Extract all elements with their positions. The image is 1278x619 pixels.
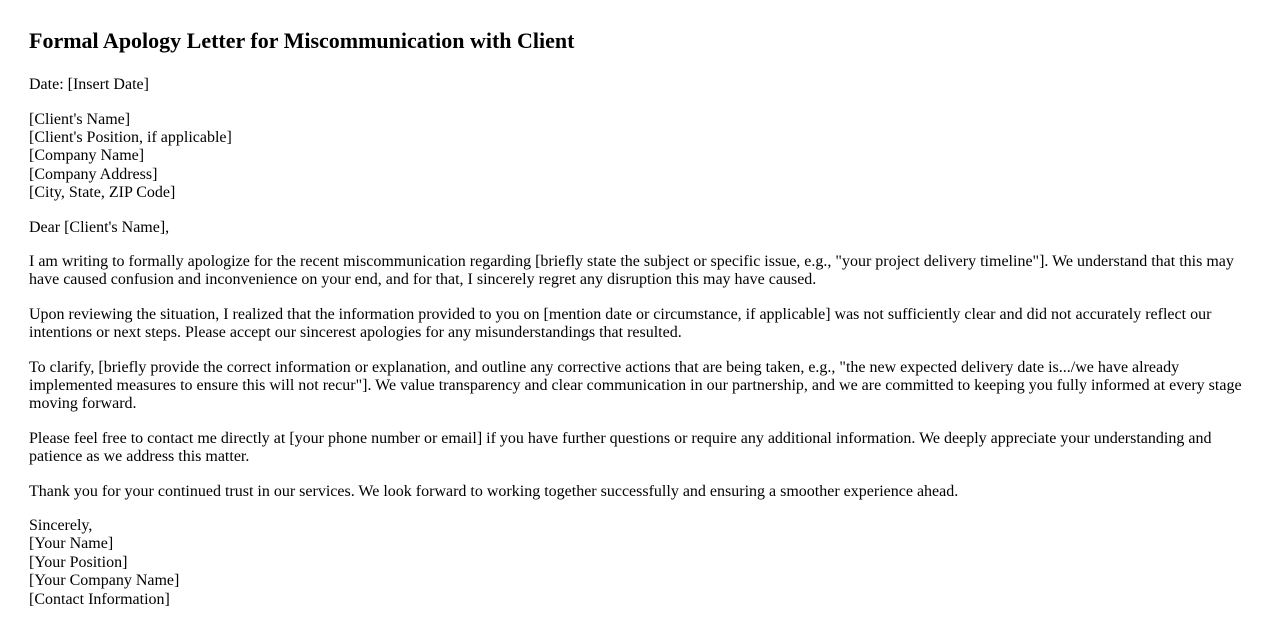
body-paragraph-review: Upon reviewing the situation, I realized that the information provided to you on [mention date or circumstance, if applicable] was not sufficiently clear and did not accurately reflect our intentions or next steps. Please accept our sincerest apologies for any misunderstandings that resulted.	[29, 305, 1212, 342]
salutation: Dear [Client's Name],	[29, 218, 170, 236]
signature-line-contact: [Contact Information]	[29, 590, 170, 608]
signature-line-name: [Your Name]	[29, 535, 114, 553]
signature-line-company: [Your Company Name]	[29, 572, 180, 590]
recipient-line-company: [Company Name]	[29, 147, 145, 165]
recipient-block	[29, 111, 1249, 203]
signature-block	[29, 517, 1249, 609]
body-paragraph-contact: Please feel free to contact me directly at [your phone number or email] if you have further questions or require any additional information. We deeply appreciate your understanding and patience as we address this matter.	[29, 429, 1212, 466]
body-paragraph-clarification: To clarify, [briefly provide the correct information or explanation, and outline any corrective actions that are being taken, e.g., "the new expected delivery date is.../we have already implemented measures to ensure this will not recur"]. We value transparency and clear communication in our partnership, and we are committed to keeping you fully informed at every stage moving forward.	[29, 358, 1242, 413]
date-line: Date: [Insert Date]	[29, 76, 149, 94]
recipient-line-address: [Company Address]	[29, 165, 158, 183]
recipient-line-name: [Client's Name]	[29, 110, 131, 128]
recipient-line-city-state-zip: [City, State, ZIP Code]	[29, 184, 176, 202]
closing: Sincerely,	[29, 516, 93, 534]
body-paragraph-thanks: Thank you for your continued trust in our services. We look forward to working together successfully and ensuring a smoother experience ahead.	[29, 482, 959, 500]
recipient-line-position: [Client's Position, if applicable]	[29, 129, 232, 147]
letter-title: Formal Apology Letter for Miscommunication with Client	[29, 28, 575, 53]
body-paragraph-apology: I am writing to formally apologize for the recent miscommunication regarding [briefly state the subject or specific issue, e.g., "your project delivery timeline"]. We understand that this may have caused confusion and inconvenience on your end, and for that, I sincerely regret any disruption this may have caused.	[29, 253, 1234, 289]
signature-line-position: [Your Position]	[29, 553, 128, 571]
